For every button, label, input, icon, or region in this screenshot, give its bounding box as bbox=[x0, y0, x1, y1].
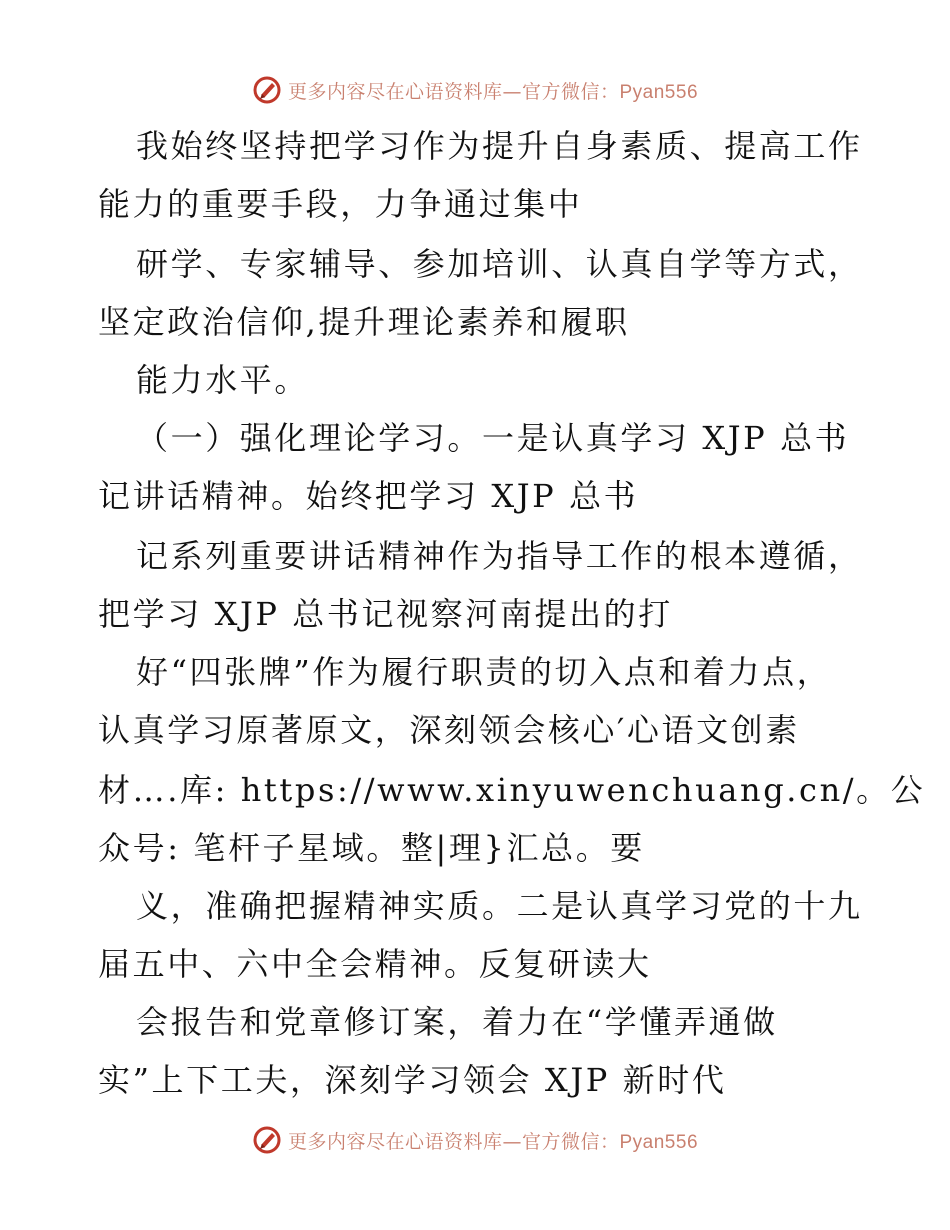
text-line: 材….库: https://www.xinyuwenchuang.cn/。公 bbox=[98, 771, 926, 809]
text-line: 记讲话精神。始终把学习 XJP 总书 bbox=[98, 477, 639, 515]
text-line: 研学、专家辅导、参加培训、认真自学等方式， bbox=[136, 245, 863, 283]
footer-banner bbox=[0, 1120, 950, 1160]
text-line: 会报告和党章修订案，着力在“学懂弄通做 bbox=[136, 1003, 778, 1041]
text-line: 届五中、六中全会精神。反复研读大 bbox=[98, 945, 652, 983]
banner-separator: — bbox=[502, 80, 522, 103]
text-line: 义，准确把握精神实质。二是认真学习党的十九 bbox=[136, 887, 863, 925]
text-line: 众号: 笔杆子星域。整|理}汇总。要 bbox=[98, 829, 645, 867]
text-line: 实”上下工夫，深刻学习领会 XJP 新时代 bbox=[98, 1061, 727, 1099]
header-banner bbox=[0, 70, 950, 110]
text-line: 坚定政治信仰,提升理论素养和履职 bbox=[98, 303, 630, 341]
banner-contact: 官方微信：Pyan556 bbox=[522, 81, 699, 103]
banner-title: 更多内容尽在心语资料库 bbox=[287, 1130, 503, 1153]
text-line: 把学习 XJP 总书记视察河南提出的打 bbox=[98, 595, 673, 633]
text-line: （一）强化理论学习。一是认真学习 XJP 总书 bbox=[136, 419, 850, 457]
xinyu-logo-icon bbox=[252, 75, 282, 105]
banner-label bbox=[288, 1127, 698, 1154]
text-line: 认真学习原著原文，深刻领会核心′心语文创素 bbox=[98, 711, 800, 749]
banner-label bbox=[288, 77, 698, 104]
text-line: 我始终坚持把学习作为提升自身素质、提高工作 bbox=[136, 127, 863, 165]
banner-separator: — bbox=[502, 1130, 522, 1153]
banner-contact: 官方微信：Pyan556 bbox=[522, 1131, 699, 1153]
text-line: 记系列重要讲话精神作为指导工作的根本遵循， bbox=[136, 537, 863, 575]
text-line: 能力的重要手段，力争通过集中 bbox=[98, 185, 583, 223]
banner-title: 更多内容尽在心语资料库 bbox=[287, 80, 503, 103]
text-line: 能力水平。 bbox=[136, 361, 310, 399]
xinyu-logo-icon bbox=[252, 1125, 282, 1155]
text-line: 好“四张牌”作为履行职责的切入点和着力点， bbox=[136, 653, 832, 691]
